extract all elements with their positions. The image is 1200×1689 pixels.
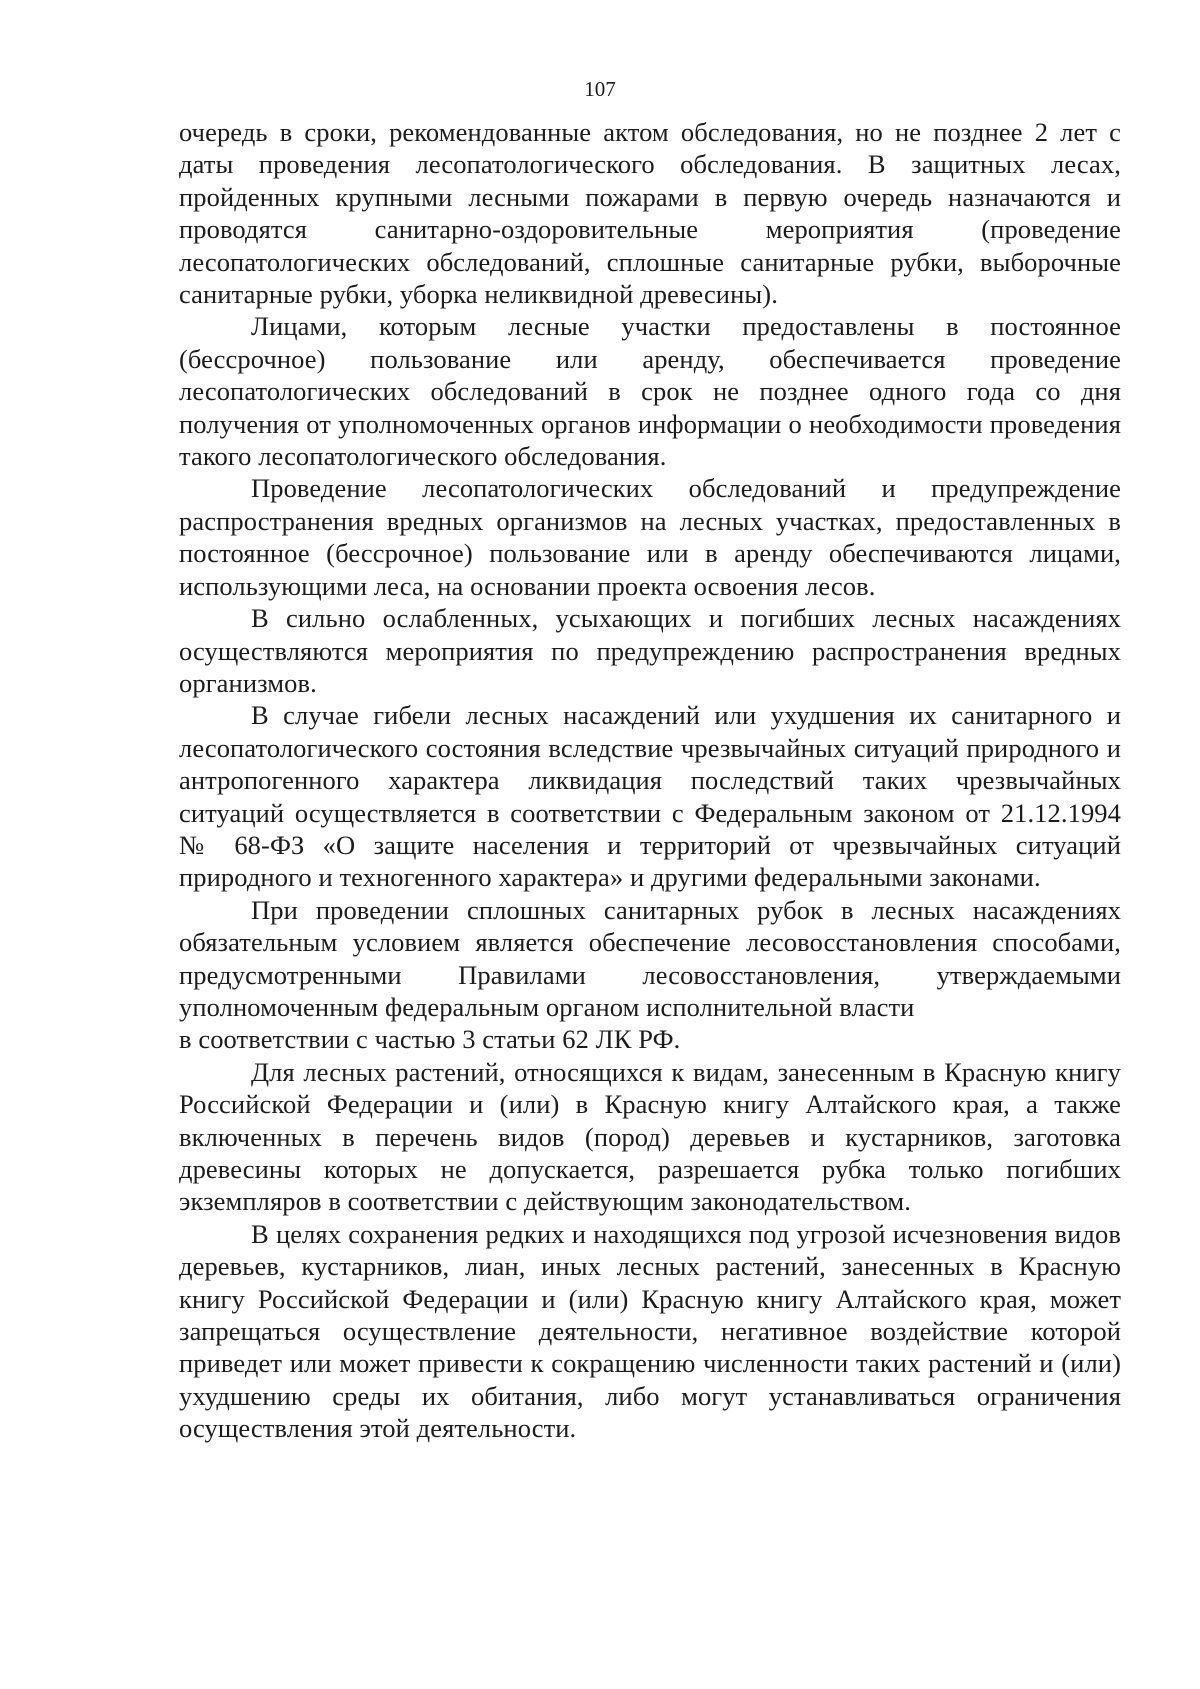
paragraph: В случае гибели лесных насаждений или ухудшения их санитарного и лесопатологического состояния вследствие чрезвычайных ситуаций природного и антропогенного характера ликвидация последствий таких чрезвычайных ситуаций осуществляется в соответствии с Федеральным законом от 21.12.1994 № 68-ФЗ «О защите населения и территорий от чрезвычайных ситуаций природного и техногенного характера» и другими федеральными законами. xyxy=(179,700,1121,893)
paragraph: Проведение лесопатологических обследований и предупреждение распространения вредных организмов на лесных участках, предоставленных в постоянное (бессрочное) пользование или в аренду обеспечиваются лицами, использующими леса, на основании проекта освоения лесов. xyxy=(179,473,1121,601)
page-number: 107 xyxy=(584,77,616,101)
paragraph: При проведении сплошных санитарных рубок в лесных насаждениях обязательным условием является обеспечение лесовосстановления способами, предусмотренными Правилами лесовосстановления, утверждаемыми уполномоченным федеральным органом исполнительной власти xyxy=(179,894,1121,1022)
paragraph: В сильно ослабленных, усыхающих и погибших лесных насаждениях осуществляются мероприятия по предупреждению распространения вредных организмов. xyxy=(179,603,1121,698)
paragraph-continuation: очередь в сроки, рекомендованные актом обследования, но не позднее 2 лет с даты проведения лесопатологического обследования. В защитных лесах, пройденных крупными лесными пожарами в первую очередь назначаются и проводятся санитарно-оздоровительные мероприятия (проведение лесопатологических обследований, сплошные санитарные рубки, выборочные санитарные рубки, уборка неликвидной древесины). xyxy=(179,117,1121,310)
paragraph-line: в соответствии с частью 3 статьи 62 ЛК РФ. xyxy=(179,1024,681,1055)
paragraph: В целях сохранения редких и находящихся под угрозой исчезновения видов деревьев, кустарников, лиан, иных лесных растений, занесенных в Красную книгу Российской Федерации и (или) Красную книгу Алтайского края, может запрещаться осуществление деятельности, негативное воздействие которой приведет или может привести к сокращению численности таких растений и (или) ухудшению среды их обитания, либо могут устанавливаться ограничения осуществления этой деятельности. xyxy=(179,1218,1121,1444)
document-body xyxy=(179,116,1121,1445)
paragraph: Для лесных растений, относящихся к видам, занесенным в Красную книгу Российской Федерации и (или) в Красную книгу Алтайского края, а также включенных в перечень видов (пород) деревьев и кустарников, заготовка древесины которых не допускается, разрешается рубка только погибших экземпляров в соответствии с действующим законодательством. xyxy=(179,1056,1121,1217)
paragraph: Лицами, которым лесные участки предоставлены в постоянное (бессрочное) пользование или аренду, обеспечивается проведение лесопатологических обследований в срок не позднее одного года со дня получения от уполномоченных органов информации о необходимости проведения такого лесопатологического обследования. xyxy=(179,311,1121,472)
